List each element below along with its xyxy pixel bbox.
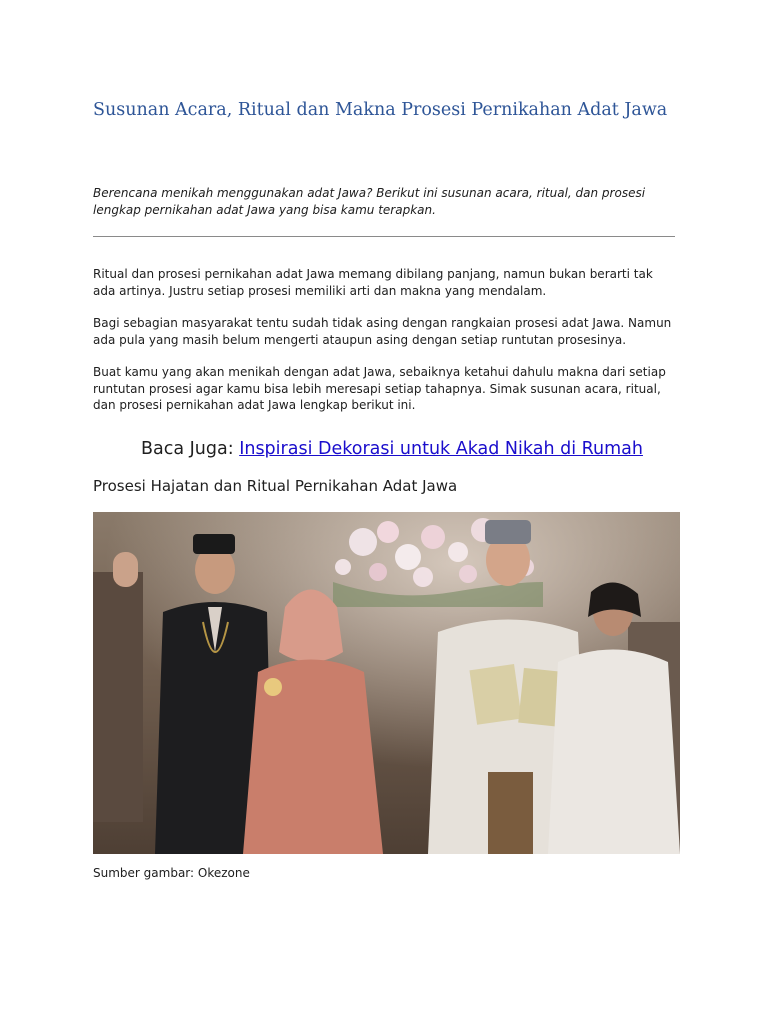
page-title: Susunan Acara, Ritual dan Makna Prosesi Pernikahan Adat Jawa — [93, 100, 668, 120]
wedding-photo — [93, 512, 680, 854]
section-heading: Prosesi Hajatan dan Ritual Pernikahan Adat Jawa — [93, 477, 458, 495]
read-also — [141, 436, 643, 462]
paragraph-3: Buat kamu yang akan menikah dengan adat Jawa, sebaiknya ketahui dahulu makna dari setiap runtutan prosesi agar kamu bisa lebih meresapi setiap tahapnya. Simak susunan acara, ritual, dan prosesi pernikahan adat Jawa lengkap berikut ini. — [93, 365, 666, 412]
paragraph-2: Bagi sebagian masyarakat tentu sudah tidak asing dengan rangkaian prosesi adat Jawa. Namun ada pula yang masih belum mengerti ataupun asing dengan setiap runtutan prosesinya. — [93, 316, 672, 347]
paragraph-1: Ritual dan prosesi pernikahan adat Jawa memang dibilang panjang, namun bukan berarti tak ada artinya. Justru setiap prosesi memiliki arti dan makna yang mendalam. — [93, 267, 653, 298]
horizontal-divider — [93, 236, 675, 237]
read-also-prefix: Baca Juga: — [141, 439, 240, 459]
image-caption: Sumber gambar: Okezone — [93, 866, 250, 880]
read-also-link[interactable]: Inspirasi Dekorasi untuk Akad Nikah di Rumah — [239, 439, 643, 459]
intro-text: Berencana menikah menggunakan adat Jawa? Berikut ini susunan acara, ritual, dan prosesi lengkap pernikahan adat Jawa yang bisa kamu terapkan. — [93, 186, 646, 217]
